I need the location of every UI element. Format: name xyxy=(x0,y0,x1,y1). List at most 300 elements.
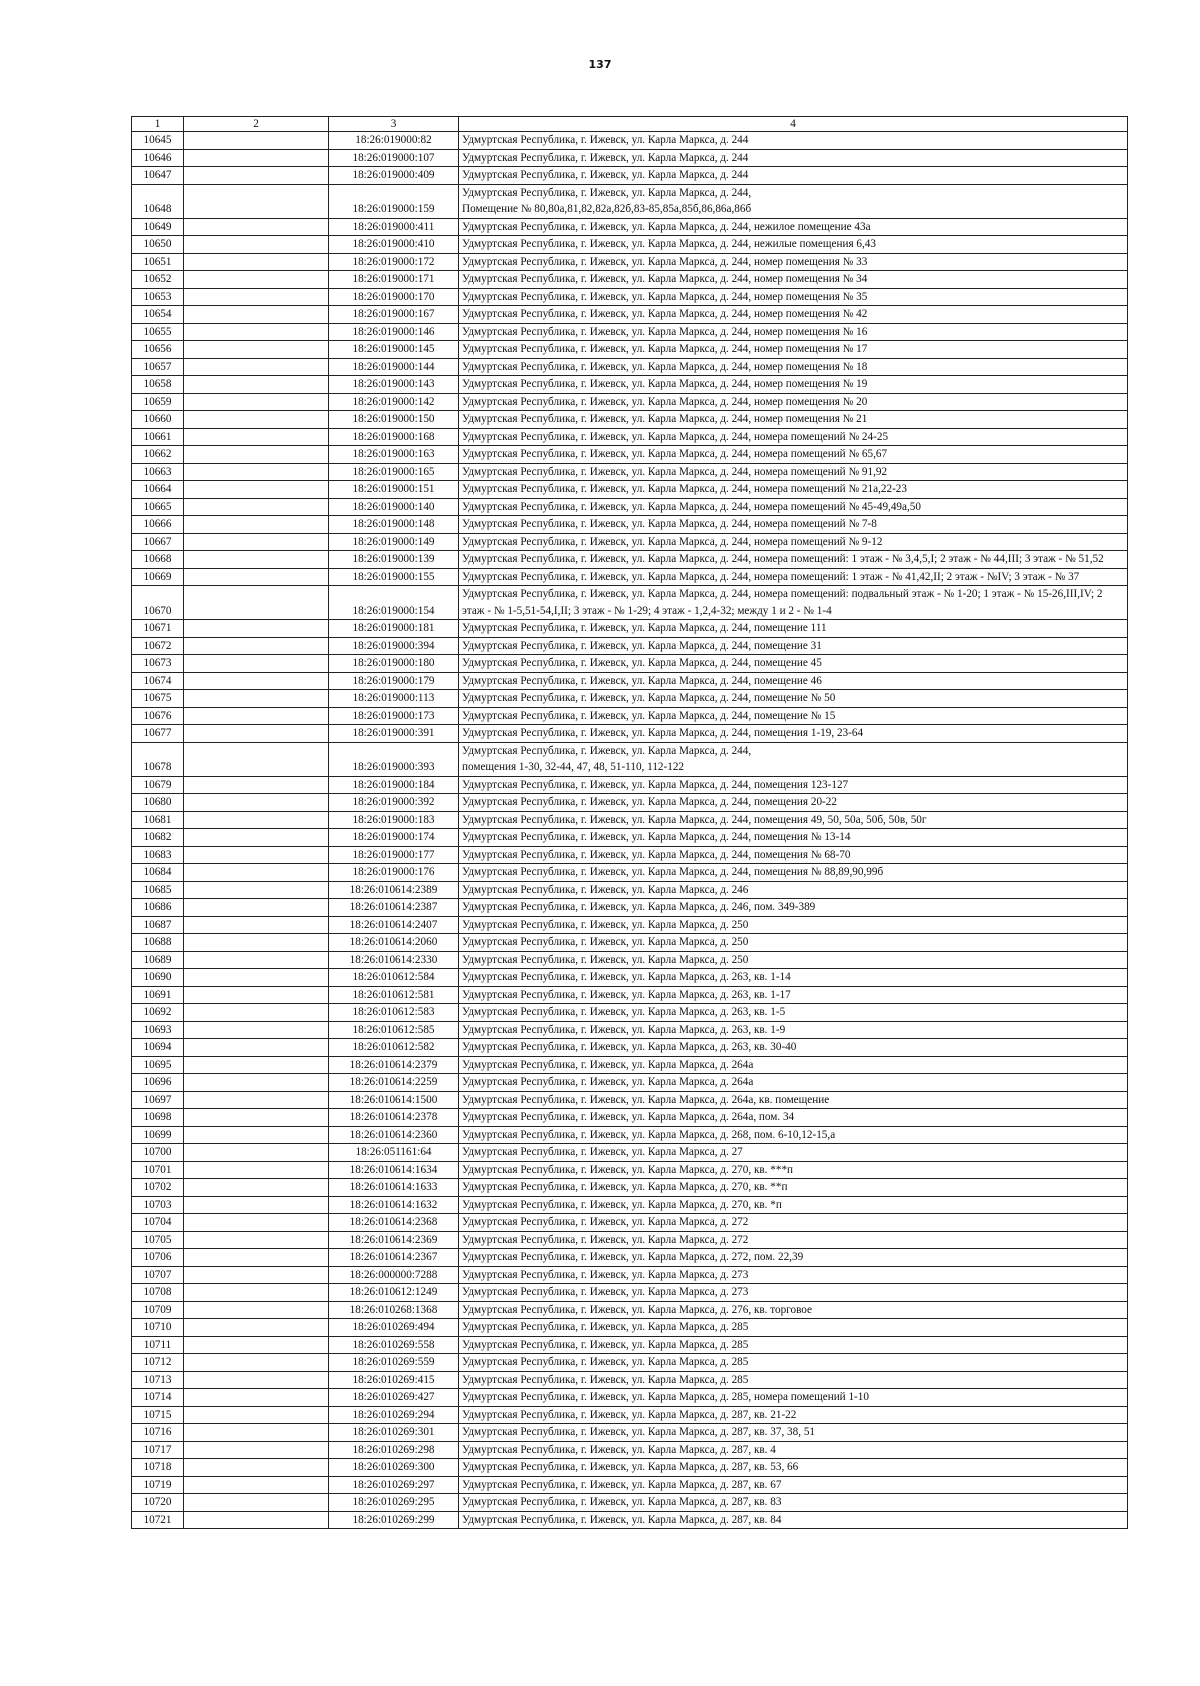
row-number: 10655 xyxy=(132,323,184,341)
row-col-2 xyxy=(184,846,329,864)
row-col-2 xyxy=(184,742,329,776)
row-col-2 xyxy=(184,428,329,446)
row-number: 10699 xyxy=(132,1126,184,1144)
cadastral-number: 18:26:019000:139 xyxy=(329,551,459,569)
table-row xyxy=(132,306,1128,324)
table-row xyxy=(132,428,1128,446)
address: Удмуртская Республика, г. Ижевск, ул. Карла Маркса, д. 264а xyxy=(459,1074,1128,1092)
cadastral-number: 18:26:010612:585 xyxy=(329,1021,459,1039)
cadastral-number: 18:26:010614:2330 xyxy=(329,951,459,969)
address: Удмуртская Республика, г. Ижевск, ул. Карла Маркса, д. 244, помещение 111 xyxy=(459,620,1128,638)
address: Удмуртская Республика, г. Ижевск, ул. Карла Маркса, д. 287, кв. 83 xyxy=(459,1494,1128,1512)
table-row xyxy=(132,794,1128,812)
row-col-2 xyxy=(184,323,329,341)
table-row xyxy=(132,184,1128,218)
row-col-2 xyxy=(184,1056,329,1074)
row-number: 10718 xyxy=(132,1459,184,1477)
table-row xyxy=(132,1511,1128,1529)
row-col-2 xyxy=(184,1354,329,1372)
address: Удмуртская Республика, г. Ижевск, ул. Карла Маркса, д. 287, кв. 67 xyxy=(459,1476,1128,1494)
address: Удмуртская Республика, г. Ижевск, ул. Карла Маркса, д. 244, помещения 1-19, 23-64 xyxy=(459,725,1128,743)
address: Удмуртская Республика, г. Ижевск, ул. Карла Маркса, д. 270, кв. ***п xyxy=(459,1161,1128,1179)
row-number: 10704 xyxy=(132,1214,184,1232)
cadastral-number: 18:26:010269:301 xyxy=(329,1424,459,1442)
address: Удмуртская Республика, г. Ижевск, ул. Карла Маркса, д. 287, кв. 84 xyxy=(459,1511,1128,1529)
cadastral-number: 18:26:019000:181 xyxy=(329,620,459,638)
header-col-2: 2 xyxy=(184,117,329,132)
cadastral-number: 18:26:051161:64 xyxy=(329,1144,459,1162)
cadastral-number: 18:26:019000:107 xyxy=(329,149,459,167)
row-col-2 xyxy=(184,551,329,569)
cadastral-number: 18:26:010269:298 xyxy=(329,1441,459,1459)
cadastral-number: 18:26:019000:173 xyxy=(329,707,459,725)
cadastral-number: 18:26:010269:427 xyxy=(329,1389,459,1407)
cadastral-number: 18:26:019000:184 xyxy=(329,776,459,794)
row-number: 10654 xyxy=(132,306,184,324)
table-row xyxy=(132,1319,1128,1337)
row-col-2 xyxy=(184,899,329,917)
row-col-2 xyxy=(184,637,329,655)
table-row xyxy=(132,1039,1128,1057)
row-number: 10685 xyxy=(132,881,184,899)
row-number: 10664 xyxy=(132,481,184,499)
table-row xyxy=(132,1179,1128,1197)
row-number: 10698 xyxy=(132,1109,184,1127)
address: Удмуртская Республика, г. Ижевск, ул. Карла Маркса, д. 287, кв. 21-22 xyxy=(459,1406,1128,1424)
table-row xyxy=(132,1389,1128,1407)
row-col-2 xyxy=(184,288,329,306)
row-col-2 xyxy=(184,934,329,952)
address: Удмуртская Республика, г. Ижевск, ул. Карла Маркса, д. 272 xyxy=(459,1214,1128,1232)
address: Удмуртская Республика, г. Ижевск, ул. Карла Маркса, д. 250 xyxy=(459,916,1128,934)
table-row xyxy=(132,288,1128,306)
table-row xyxy=(132,690,1128,708)
cadastral-number: 18:26:010614:2389 xyxy=(329,881,459,899)
table-row xyxy=(132,776,1128,794)
row-col-2 xyxy=(184,725,329,743)
row-col-2 xyxy=(184,1336,329,1354)
registry-table xyxy=(131,116,1128,1529)
address: Удмуртская Республика, г. Ижевск, ул. Карла Маркса, д. 244, помещения 49, 50, 50а, 50б, 50в, 50г xyxy=(459,811,1128,829)
row-col-2 xyxy=(184,672,329,690)
row-number: 10697 xyxy=(132,1091,184,1109)
row-number: 10650 xyxy=(132,236,184,254)
cadastral-number: 18:26:010269:494 xyxy=(329,1319,459,1337)
table-row xyxy=(132,951,1128,969)
table-row xyxy=(132,1091,1128,1109)
table-row xyxy=(132,516,1128,534)
address: Удмуртская Республика, г. Ижевск, ул. Карла Маркса, д. 273 xyxy=(459,1266,1128,1284)
address: Удмуртская Республика, г. Ижевск, ул. Карла Маркса, д. 244, помещение 31 xyxy=(459,637,1128,655)
row-col-2 xyxy=(184,1231,329,1249)
address: Удмуртская Республика, г. Ижевск, ул. Карла Маркса, д. 244, номера помещений № 9-12 xyxy=(459,533,1128,551)
table-row xyxy=(132,253,1128,271)
address: Удмуртская Республика, г. Ижевск, ул. Карла Маркса, д. 285 xyxy=(459,1371,1128,1389)
row-number: 10667 xyxy=(132,533,184,551)
address: Удмуртская Республика, г. Ижевск, ул. Карла Маркса, д. 272, пом. 22,39 xyxy=(459,1249,1128,1267)
cadastral-number: 18:26:019000:159 xyxy=(329,184,459,218)
address: Удмуртская Республика, г. Ижевск, ул. Карла Маркса, д. 244, номера помещений № 7-8 xyxy=(459,516,1128,534)
address: Удмуртская Республика, г. Ижевск, ул. Карла Маркса, д. 287, кв. 4 xyxy=(459,1441,1128,1459)
address: Удмуртская Республика, г. Ижевск, ул. Карла Маркса, д. 244, помещение 46 xyxy=(459,672,1128,690)
row-number: 10717 xyxy=(132,1441,184,1459)
row-number: 10691 xyxy=(132,986,184,1004)
address: Удмуртская Республика, г. Ижевск, ул. Карла Маркса, д. 244, нежилые помещения 6,43 xyxy=(459,236,1128,254)
row-col-2 xyxy=(184,707,329,725)
row-col-2 xyxy=(184,516,329,534)
cadastral-number: 18:26:010269:297 xyxy=(329,1476,459,1494)
table-row xyxy=(132,620,1128,638)
table-row xyxy=(132,533,1128,551)
row-col-2 xyxy=(184,1091,329,1109)
row-col-2 xyxy=(184,1476,329,1494)
table-row xyxy=(132,1266,1128,1284)
row-col-2 xyxy=(184,1459,329,1477)
cadastral-number: 18:26:010614:2259 xyxy=(329,1074,459,1092)
row-number: 10649 xyxy=(132,218,184,236)
table-row xyxy=(132,586,1128,620)
header-col-3: 3 xyxy=(329,117,459,132)
row-number: 10694 xyxy=(132,1039,184,1057)
row-number: 10661 xyxy=(132,428,184,446)
table-row xyxy=(132,551,1128,569)
row-number: 10721 xyxy=(132,1511,184,1529)
address: Удмуртская Республика, г. Ижевск, ул. Карла Маркса, д. 244, Помещение № 80,80а,81,82,82а,82б,83-85,85а,85б,86,86а,86б xyxy=(459,184,1128,218)
cadastral-number: 18:26:010614:1633 xyxy=(329,1179,459,1197)
page-number: 137 xyxy=(588,58,612,71)
table-row xyxy=(132,271,1128,289)
cadastral-number: 18:26:000000:7288 xyxy=(329,1266,459,1284)
cadastral-number: 18:26:019000:411 xyxy=(329,218,459,236)
table-body xyxy=(132,132,1128,1529)
row-number: 10708 xyxy=(132,1284,184,1302)
row-number: 10711 xyxy=(132,1336,184,1354)
address: Удмуртская Республика, г. Ижевск, ул. Карла Маркса, д. 246 xyxy=(459,881,1128,899)
table-row xyxy=(132,864,1128,882)
row-col-2 xyxy=(184,1214,329,1232)
address: Удмуртская Республика, г. Ижевск, ул. Карла Маркса, д. 27 xyxy=(459,1144,1128,1162)
cadastral-number: 18:26:019000:155 xyxy=(329,568,459,586)
cadastral-number: 18:26:019000:394 xyxy=(329,637,459,655)
cadastral-number: 18:26:019000:144 xyxy=(329,358,459,376)
row-col-2 xyxy=(184,1284,329,1302)
table-row xyxy=(132,236,1128,254)
row-number: 10658 xyxy=(132,376,184,394)
cadastral-number: 18:26:019000:172 xyxy=(329,253,459,271)
table-row xyxy=(132,1214,1128,1232)
row-number: 10695 xyxy=(132,1056,184,1074)
address: Удмуртская Республика, г. Ижевск, ул. Карла Маркса, д. 244, номера помещений № 45-49,49а,50 xyxy=(459,498,1128,516)
row-col-2 xyxy=(184,184,329,218)
address: Удмуртская Республика, г. Ижевск, ул. Карла Маркса, д. 244, помещение № 50 xyxy=(459,690,1128,708)
table-row xyxy=(132,1301,1128,1319)
row-number: 10706 xyxy=(132,1249,184,1267)
row-number: 10716 xyxy=(132,1424,184,1442)
table-row xyxy=(132,323,1128,341)
row-number: 10660 xyxy=(132,411,184,429)
row-number: 10712 xyxy=(132,1354,184,1372)
row-number: 10693 xyxy=(132,1021,184,1039)
address: Удмуртская Республика, г. Ижевск, ул. Карла Маркса, д. 244, номера помещений № 91,92 xyxy=(459,463,1128,481)
address: Удмуртская Республика, г. Ижевск, ул. Карла Маркса, д. 244, номер помещения № 19 xyxy=(459,376,1128,394)
address: Удмуртская Республика, г. Ижевск, ул. Карла Маркса, д. 244, номера помещений № 65,67 xyxy=(459,446,1128,464)
table-row xyxy=(132,1056,1128,1074)
row-col-2 xyxy=(184,218,329,236)
table-row xyxy=(132,1231,1128,1249)
row-number: 10696 xyxy=(132,1074,184,1092)
row-number: 10674 xyxy=(132,672,184,690)
header-col-1: 1 xyxy=(132,117,184,132)
table-row xyxy=(132,446,1128,464)
address: Удмуртская Республика, г. Ижевск, ул. Карла Маркса, д. 244, номера помещений: 1 этаж - № 41,42,II; 2 этаж - №IV; 3 этаж - № 37 xyxy=(459,568,1128,586)
table-row xyxy=(132,742,1128,776)
cadastral-number: 18:26:019000:171 xyxy=(329,271,459,289)
address: Удмуртская Республика, г. Ижевск, ул. Карла Маркса, д. 244, помещения 20-22 xyxy=(459,794,1128,812)
address: Удмуртская Республика, г. Ижевск, ул. Карла Маркса, д. 244, помещения № 88,89,90,99б xyxy=(459,864,1128,882)
row-number: 10687 xyxy=(132,916,184,934)
row-col-2 xyxy=(184,1144,329,1162)
address: Удмуртская Республика, г. Ижевск, ул. Карла Маркса, д. 276, кв. торговое xyxy=(459,1301,1128,1319)
cadastral-number: 18:26:010614:2360 xyxy=(329,1126,459,1144)
row-col-2 xyxy=(184,1249,329,1267)
cadastral-number: 18:26:010614:2407 xyxy=(329,916,459,934)
cadastral-number: 18:26:010614:2378 xyxy=(329,1109,459,1127)
row-col-2 xyxy=(184,1511,329,1529)
cadastral-number: 18:26:019000:146 xyxy=(329,323,459,341)
row-col-2 xyxy=(184,167,329,185)
table-row xyxy=(132,1021,1128,1039)
row-col-2 xyxy=(184,253,329,271)
table-row xyxy=(132,1161,1128,1179)
row-col-2 xyxy=(184,1389,329,1407)
cadastral-number: 18:26:019000:151 xyxy=(329,481,459,499)
address: Удмуртская Республика, г. Ижевск, ул. Карла Маркса, д. 285 xyxy=(459,1319,1128,1337)
table-row xyxy=(132,1196,1128,1214)
address: Удмуртская Республика, г. Ижевск, ул. Карла Маркса, д. 244 xyxy=(459,149,1128,167)
cadastral-number: 18:26:010614:1632 xyxy=(329,1196,459,1214)
row-number: 10652 xyxy=(132,271,184,289)
cadastral-number: 18:26:010614:2368 xyxy=(329,1214,459,1232)
address: Удмуртская Республика, г. Ижевск, ул. Карла Маркса, д. 264а, пом. 34 xyxy=(459,1109,1128,1127)
table-row xyxy=(132,811,1128,829)
row-number: 10713 xyxy=(132,1371,184,1389)
row-col-2 xyxy=(184,829,329,847)
address: Удмуртская Республика, г. Ижевск, ул. Карла Маркса, д. 285 xyxy=(459,1354,1128,1372)
cadastral-number: 18:26:010614:2367 xyxy=(329,1249,459,1267)
address: Удмуртская Республика, г. Ижевск, ул. Карла Маркса, д. 244, помещения 123-127 xyxy=(459,776,1128,794)
row-col-2 xyxy=(184,986,329,1004)
address: Удмуртская Республика, г. Ижевск, ул. Карла Маркса, д. 263, кв. 30-40 xyxy=(459,1039,1128,1057)
row-col-2 xyxy=(184,358,329,376)
row-col-2 xyxy=(184,568,329,586)
row-col-2 xyxy=(184,620,329,638)
address: Удмуртская Республика, г. Ижевск, ул. Карла Маркса, д. 244, номер помещения № 20 xyxy=(459,393,1128,411)
cadastral-number: 18:26:010612:1249 xyxy=(329,1284,459,1302)
row-number: 10690 xyxy=(132,969,184,987)
table-row xyxy=(132,655,1128,673)
table-row xyxy=(132,1459,1128,1477)
row-number: 10653 xyxy=(132,288,184,306)
table-row xyxy=(132,672,1128,690)
table-row xyxy=(132,829,1128,847)
row-number: 10671 xyxy=(132,620,184,638)
cadastral-number: 18:26:010614:1500 xyxy=(329,1091,459,1109)
table-row xyxy=(132,1109,1128,1127)
address: Удмуртская Республика, г. Ижевск, ул. Карла Маркса, д. 244, номер помещения № 34 xyxy=(459,271,1128,289)
row-number: 10656 xyxy=(132,341,184,359)
cadastral-number: 18:26:010612:581 xyxy=(329,986,459,1004)
address: Удмуртская Республика, г. Ижевск, ул. Карла Маркса, д. 268, пом. 6-10,12-15,а xyxy=(459,1126,1128,1144)
row-number: 10646 xyxy=(132,149,184,167)
address: Удмуртская Республика, г. Ижевск, ул. Карла Маркса, д. 244, номер помещения № 33 xyxy=(459,253,1128,271)
table-header xyxy=(132,117,1128,132)
row-number: 10657 xyxy=(132,358,184,376)
cadastral-number: 18:26:019000:391 xyxy=(329,725,459,743)
row-number: 10710 xyxy=(132,1319,184,1337)
row-col-2 xyxy=(184,1074,329,1092)
address: Удмуртская Республика, г. Ижевск, ул. Карла Маркса, д. 244 xyxy=(459,132,1128,150)
row-col-2 xyxy=(184,690,329,708)
row-number: 10701 xyxy=(132,1161,184,1179)
row-col-2 xyxy=(184,1109,329,1127)
address: Удмуртская Республика, г. Ижевск, ул. Карла Маркса, д. 263, кв. 1-5 xyxy=(459,1004,1128,1022)
row-col-2 xyxy=(184,1441,329,1459)
row-col-2 xyxy=(184,1126,329,1144)
table-row xyxy=(132,218,1128,236)
row-col-2 xyxy=(184,969,329,987)
row-number: 10686 xyxy=(132,899,184,917)
row-number: 10663 xyxy=(132,463,184,481)
cadastral-number: 18:26:019000:179 xyxy=(329,672,459,690)
row-number: 10679 xyxy=(132,776,184,794)
address: Удмуртская Республика, г. Ижевск, ул. Карла Маркса, д. 263, кв. 1-14 xyxy=(459,969,1128,987)
table-row xyxy=(132,411,1128,429)
row-col-2 xyxy=(184,446,329,464)
table-row xyxy=(132,1476,1128,1494)
row-col-2 xyxy=(184,411,329,429)
cadastral-number: 18:26:019000:149 xyxy=(329,533,459,551)
address: Удмуртская Республика, г. Ижевск, ул. Карла Маркса, д. 244, помещения № 13-14 xyxy=(459,829,1128,847)
cadastral-number: 18:26:019000:176 xyxy=(329,864,459,882)
address: Удмуртская Республика, г. Ижевск, ул. Карла Маркса, д. 246, пом. 349-389 xyxy=(459,899,1128,917)
row-col-2 xyxy=(184,916,329,934)
cadastral-number: 18:26:010614:2387 xyxy=(329,899,459,917)
row-col-2 xyxy=(184,533,329,551)
cadastral-number: 18:26:010269:558 xyxy=(329,1336,459,1354)
row-number: 10715 xyxy=(132,1406,184,1424)
table-row xyxy=(132,167,1128,185)
cadastral-number: 18:26:019000:150 xyxy=(329,411,459,429)
row-col-2 xyxy=(184,881,329,899)
table-row xyxy=(132,376,1128,394)
row-col-2 xyxy=(184,481,329,499)
cadastral-number: 18:26:019000:170 xyxy=(329,288,459,306)
row-col-2 xyxy=(184,498,329,516)
table-row xyxy=(132,637,1128,655)
address: Удмуртская Республика, г. Ижевск, ул. Карла Маркса, д. 244, номера помещений № 24-25 xyxy=(459,428,1128,446)
address: Удмуртская Республика, г. Ижевск, ул. Карла Маркса, д. 263, кв. 1-17 xyxy=(459,986,1128,1004)
address: Удмуртская Республика, г. Ижевск, ул. Карла Маркса, д. 270, кв. **п xyxy=(459,1179,1128,1197)
row-col-2 xyxy=(184,586,329,620)
row-number: 10681 xyxy=(132,811,184,829)
cadastral-number: 18:26:019000:163 xyxy=(329,446,459,464)
row-number: 10648 xyxy=(132,184,184,218)
row-number: 10666 xyxy=(132,516,184,534)
address: Удмуртская Республика, г. Ижевск, ул. Карла Маркса, д. 250 xyxy=(459,934,1128,952)
row-number: 10719 xyxy=(132,1476,184,1494)
row-col-2 xyxy=(184,341,329,359)
address: Удмуртская Республика, г. Ижевск, ул. Карла Маркса, д. 244, нежилое помещение 43а xyxy=(459,218,1128,236)
address: Удмуртская Республика, г. Ижевск, ул. Карла Маркса, д. 263, кв. 1-9 xyxy=(459,1021,1128,1039)
address: Удмуртская Республика, г. Ижевск, ул. Карла Маркса, д. 270, кв. *п xyxy=(459,1196,1128,1214)
table-row xyxy=(132,358,1128,376)
table-row xyxy=(132,969,1128,987)
table-row xyxy=(132,846,1128,864)
table-row xyxy=(132,341,1128,359)
table-row xyxy=(132,498,1128,516)
cadastral-number: 18:26:019000:183 xyxy=(329,811,459,829)
row-number: 10670 xyxy=(132,586,184,620)
row-col-2 xyxy=(184,149,329,167)
row-number: 10673 xyxy=(132,655,184,673)
cadastral-number: 18:26:019000:154 xyxy=(329,586,459,620)
table-row xyxy=(132,1441,1128,1459)
cadastral-number: 18:26:010612:584 xyxy=(329,969,459,987)
row-col-2 xyxy=(184,463,329,481)
table-row xyxy=(132,916,1128,934)
address: Удмуртская Республика, г. Ижевск, ул. Карла Маркса, д. 244, номер помещения № 17 xyxy=(459,341,1128,359)
row-number: 10700 xyxy=(132,1144,184,1162)
address: Удмуртская Республика, г. Ижевск, ул. Карла Маркса, д. 250 xyxy=(459,951,1128,969)
cadastral-number: 18:26:019000:82 xyxy=(329,132,459,150)
address: Удмуртская Республика, г. Ижевск, ул. Карла Маркса, д. 264а xyxy=(459,1056,1128,1074)
table-row xyxy=(132,1371,1128,1389)
address: Удмуртская Республика, г. Ижевск, ул. Карла Маркса, д. 244, номера помещений № 21а,22-23 xyxy=(459,481,1128,499)
row-number: 10714 xyxy=(132,1389,184,1407)
row-number: 10707 xyxy=(132,1266,184,1284)
row-number: 10678 xyxy=(132,742,184,776)
row-col-2 xyxy=(184,1039,329,1057)
row-number: 10682 xyxy=(132,829,184,847)
address: Удмуртская Республика, г. Ижевск, ул. Карла Маркса, д. 244, номер помещения № 16 xyxy=(459,323,1128,341)
cadastral-number: 18:26:010269:299 xyxy=(329,1511,459,1529)
cadastral-number: 18:26:019000:410 xyxy=(329,236,459,254)
row-col-2 xyxy=(184,393,329,411)
table-row xyxy=(132,1336,1128,1354)
table-row xyxy=(132,1144,1128,1162)
row-number: 10705 xyxy=(132,1231,184,1249)
row-number: 10676 xyxy=(132,707,184,725)
row-number: 10675 xyxy=(132,690,184,708)
row-col-2 xyxy=(184,1301,329,1319)
address: Удмуртская Республика, г. Ижевск, ул. Карла Маркса, д. 244, помещения 1-30, 32-44, 47, 48, 51-110, 112-122 xyxy=(459,742,1128,776)
table-row xyxy=(132,1284,1128,1302)
row-col-2 xyxy=(184,951,329,969)
cadastral-number: 18:26:010269:295 xyxy=(329,1494,459,1512)
row-number: 10668 xyxy=(132,551,184,569)
row-number: 10680 xyxy=(132,794,184,812)
cadastral-number: 18:26:010269:559 xyxy=(329,1354,459,1372)
row-col-2 xyxy=(184,1196,329,1214)
table-row xyxy=(132,725,1128,743)
row-col-2 xyxy=(184,132,329,150)
address: Удмуртская Республика, г. Ижевск, ул. Карла Маркса, д. 264а, кв. помещение xyxy=(459,1091,1128,1109)
table-row xyxy=(132,707,1128,725)
row-number: 10702 xyxy=(132,1179,184,1197)
address: Удмуртская Республика, г. Ижевск, ул. Карла Маркса, д. 287, кв. 53, 66 xyxy=(459,1459,1128,1477)
cadastral-number: 18:26:019000:168 xyxy=(329,428,459,446)
row-number: 10651 xyxy=(132,253,184,271)
